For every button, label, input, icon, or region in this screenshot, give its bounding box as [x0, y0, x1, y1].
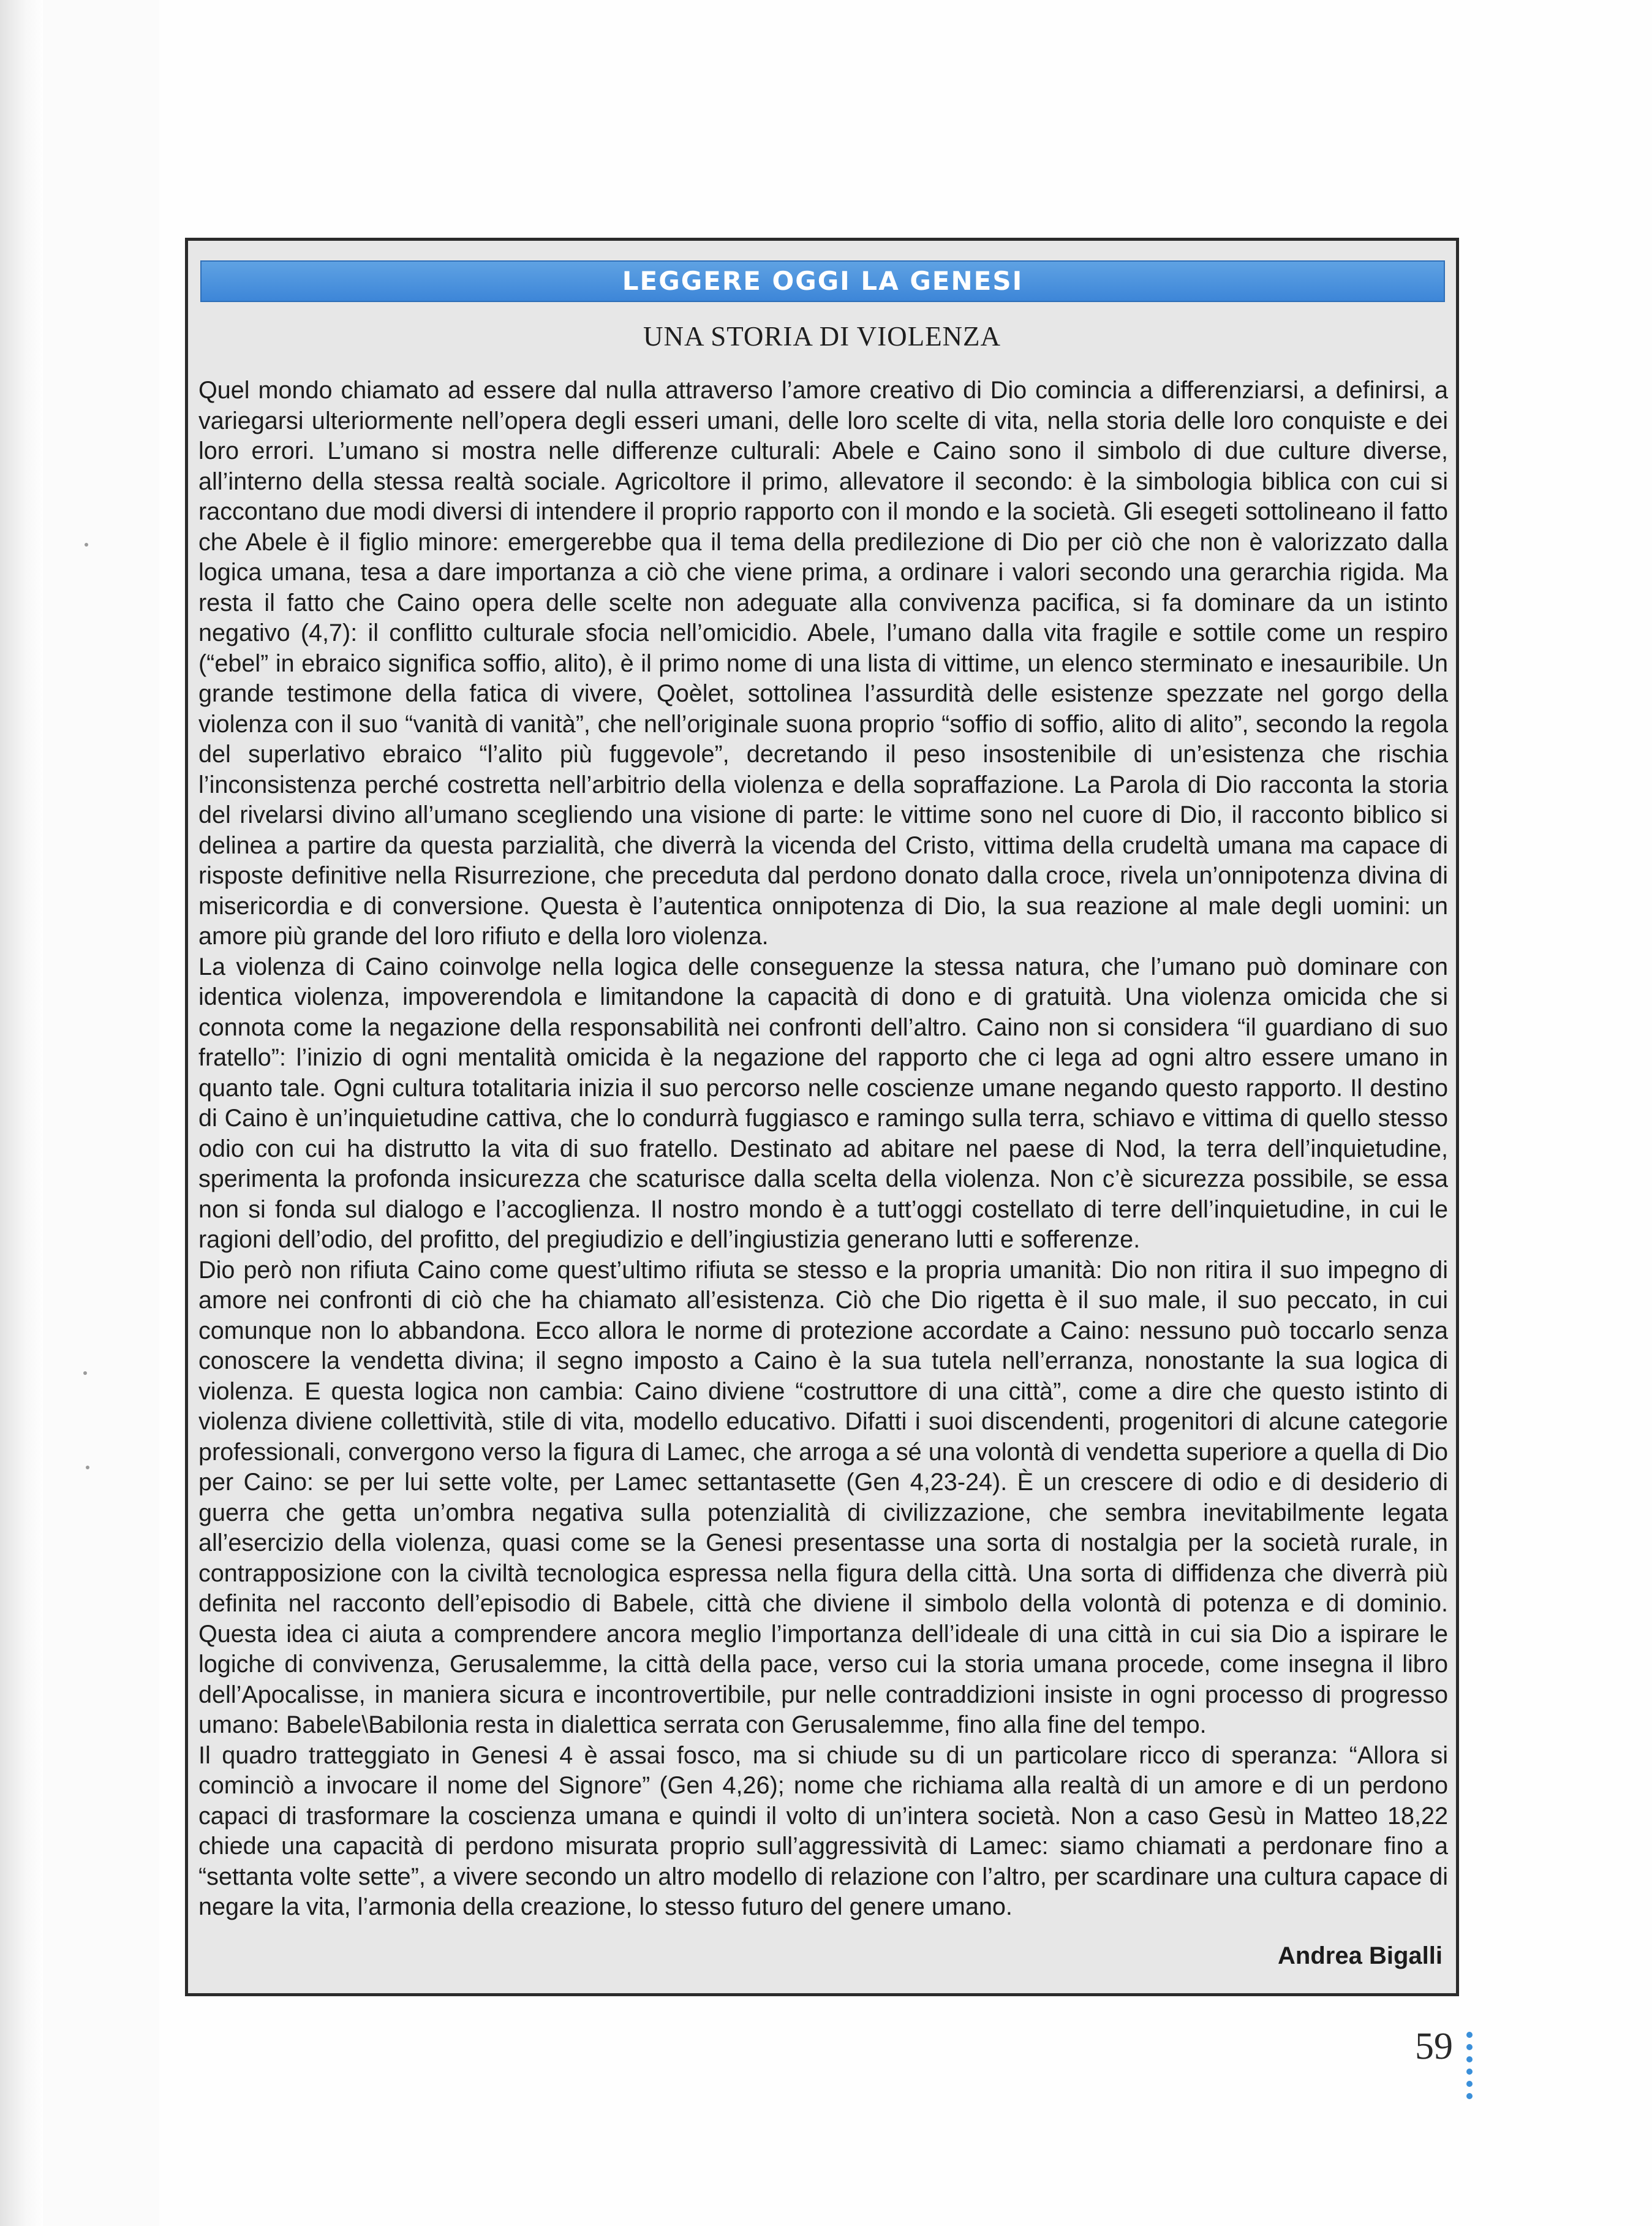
dot [1466, 2044, 1473, 2050]
paragraph: Quel mondo chiamato ad essere dal nulla attraverso l’amore creativo di Dio comincia a differenziarsi, a definirsi, a variegarsi ulteriormente nell’opera degli esseri umani, delle loro scelte di vita, nella storia delle loro conquiste e dei loro errori. L’umano si mostra nelle differenze culturali: Abele e Caino sono il simbolo di due culture diverse, all’interno della stessa realtà sociale. Agricoltore il primo, allevatore il secondo: è la simbologia biblica con cui si raccontano due modi diversi di intendere il proprio rapporto con il mondo e la società. Gli esegeti sottolineano il fatto che Abele è il figlio minore: emergerebbe qua il tema della predilezione di Dio per ciò che non è valorizzato dalla logica umana, tesa a dare importanza a ciò che viene prima, a ordinare i valori secondo una gerarchia rigida. Ma resta il fatto che Caino opera delle scelte non adeguate alla convivenza pacifica, si fa dominare da un istinto negativo (4,7): il conflitto culturale sfocia nell’omicidio. Abele, l’umano dalla vita fragile e sottile come un respiro (“ebel” in ebraico significa soffio, alito), è il primo nome di una lista di vittime, un elenco sterminato e inesauribile. Un grande testimone della fatica di vivere, Qoèlet, sottolinea l’assurdità delle esistenze spezzate nel gorgo della violenza con il suo “vanità di vanità”, che nell’originale suona proprio “soffio di soffio, alito di alito”, secondo la regola del superlativo ebraico “l’alito più fuggevole”, decretando il peso insostenibile di un’esistenza che rischia l’inconsistenza perché costretta nell’arbitrio della violenza e della sopraffazione. La Parola di Dio racconta la storia del rivelarsi divino all’umano scegliendo una visione di parte: le vittime sono nel cuore di Dio, il racconto biblico si delinea a partire da questa parzialità, che diverrà la vicenda del Cristo, vittima della crudeltà umana ma capace di risposte definitive nella Risurrezione, che preceduta dal perdono donato dalla croce, rivela un’onnipotenza divina di misericordia e di conversione. Questa è l’autentica onnipotenza di Dio, la sua reazione al male degli uomini: un amore più grande del loro rifiuto e della loro violenza. [198, 377, 1448, 950]
section-header: LEGGERE OGGI LA GENESI [200, 260, 1445, 302]
page-number-dots [1466, 2032, 1474, 2105]
margin-speck [83, 1371, 87, 1375]
article-body [198, 376, 1448, 1923]
margin-speck [86, 1466, 89, 1469]
author-signature: Andrea Bigalli [1278, 1942, 1443, 1969]
dot [1466, 2032, 1473, 2038]
margin-speck [85, 543, 88, 547]
paragraph: La violenza di Caino coinvolge nella logica delle conseguenze la stessa natura, che l’umano può dominare con identica violenza, impoverendola e limitandone la capacità di dono e di gratuità. Una violenza omicida che si connota come la negazione della responsabilità nei confronti dell’altro. Caino non si considera “il guardiano di suo fratello”: l’inizio di ogni mentalità omicida è la negazione del rapporto che ci lega ad ogni altro essere umano in quanto tale. Ogni cultura totalitaria inizia il suo percorso nelle coscienze umane negando questo rapporto. Il destino di Caino è un’inquietudine cattiva, che lo condurrà fuggiasco e ramingo sulla terra, schiavo e vittima di quello stesso odio con cui ha distrutto la vita di suo fratello. Destinato ad abitare nel paese di Nod, la terra dell’inquietudine, sperimenta la profonda insicurezza che scaturisce dalla scelta della violenza. Non c’è sicurezza possibile, se essa non si fonda sul dialogo e l’accoglienza. Il nostro mondo è a tutt’oggi costellato di terre dell’inquietudine, in cui le ragioni dell’odio, del profitto, del pregiudizio e dell’ingiustizia generano lutti e sofferenze. [198, 953, 1448, 1253]
page-number: 59 [1415, 2026, 1453, 2067]
dot [1466, 2081, 1473, 2087]
paragraph: Dio però non rifiuta Caino come quest’ultimo rifiuta se stesso e la propria umanità: Dio non ritira il suo impegno di amore nei confronti di ciò che ha chiamato all’esistenza. Ciò che Dio rigetta è il suo male, il suo peccato, in cui comunque non lo abbandona. Ecco allora le norme di protezione accordate a Caino: nessuno può toccarlo senza conoscere la vendetta divina; il segno imposto a Caino è la sua tutela nell’erranza, nonostante la sua logica di violenza. E questa logica non cambia: Caino diviene “costruttore di una città”, come a dire che questo istinto di violenza diviene collettività, stile di vita, modello educativo. Difatti i suoi discendenti, progenitori di alcune categorie professionali, convergono verso la figura di Lamec, che arroga a sé una volontà di vendetta superiore a quella di Dio per Caino: se per lui sette volte, per Lamec settantasette (Gen 4,23-24). È un crescere di odio e di desiderio di guerra che getta un’ombra negativa sulla potenzialità di civilizzazione, che sembra inevitabilmente legata all’esercizio della violenza, quasi come se la Genesi presentasse una sorta di nostalgia per la società rurale, in contrapposizione con la civiltà tecnologica espressa nella figura della città. Una sorta di diffidenza che diverrà più definita nel racconto dell’episodio di Babele, città che diviene il simbolo della volontà di potenza e di dominio. Questa idea ci aiuta a comprendere ancora meglio l’importanza dell’ideale di una città in cui sia Dio a ispirare le logiche di convivenza, Gerusalemme, la città della pace, verso cui la storia umana procede, come insegna il libro dell’Apocalisse, in maniera sicura e incontrovertibile, pur nelle contraddizioni insiste in ogni processo di progresso umano: Babele\Babilonia resta in dialettica serrata con Gerusalemme, fino alla fine del tempo. [198, 1256, 1448, 1738]
dot [1466, 2093, 1473, 2099]
paragraph: Il quadro tratteggiato in Genesi 4 è assai fosco, ma si chiude su di un particolare ricco di speranza: “Allora si cominciò a invocare il nome del Signore” (Gen 4,26); nome che richiama alla realtà di un amore e di un perdono capaci di trasformare la coscienza umana e quindi il volto di un’intera società. Non a caso Gesù in Matteo 18,22 chiede una capacità di perdono misurata proprio sull’aggressività di Lamec: siamo chiamati a perdonare fino a “settanta volte sette”, a vivere secondo un altro modello di relazione con l’altro, per scardinare una cultura capace di negare la vita, l’armonia della creazione, lo stesso futuro del genere umano. [198, 1741, 1448, 1920]
page-fold-shadow [0, 0, 43, 2226]
dot [1466, 2056, 1473, 2062]
sidebar-box [185, 238, 1459, 1996]
article-title: UNA STORIA DI VIOLENZA [643, 321, 1001, 352]
dot [1466, 2069, 1473, 2075]
